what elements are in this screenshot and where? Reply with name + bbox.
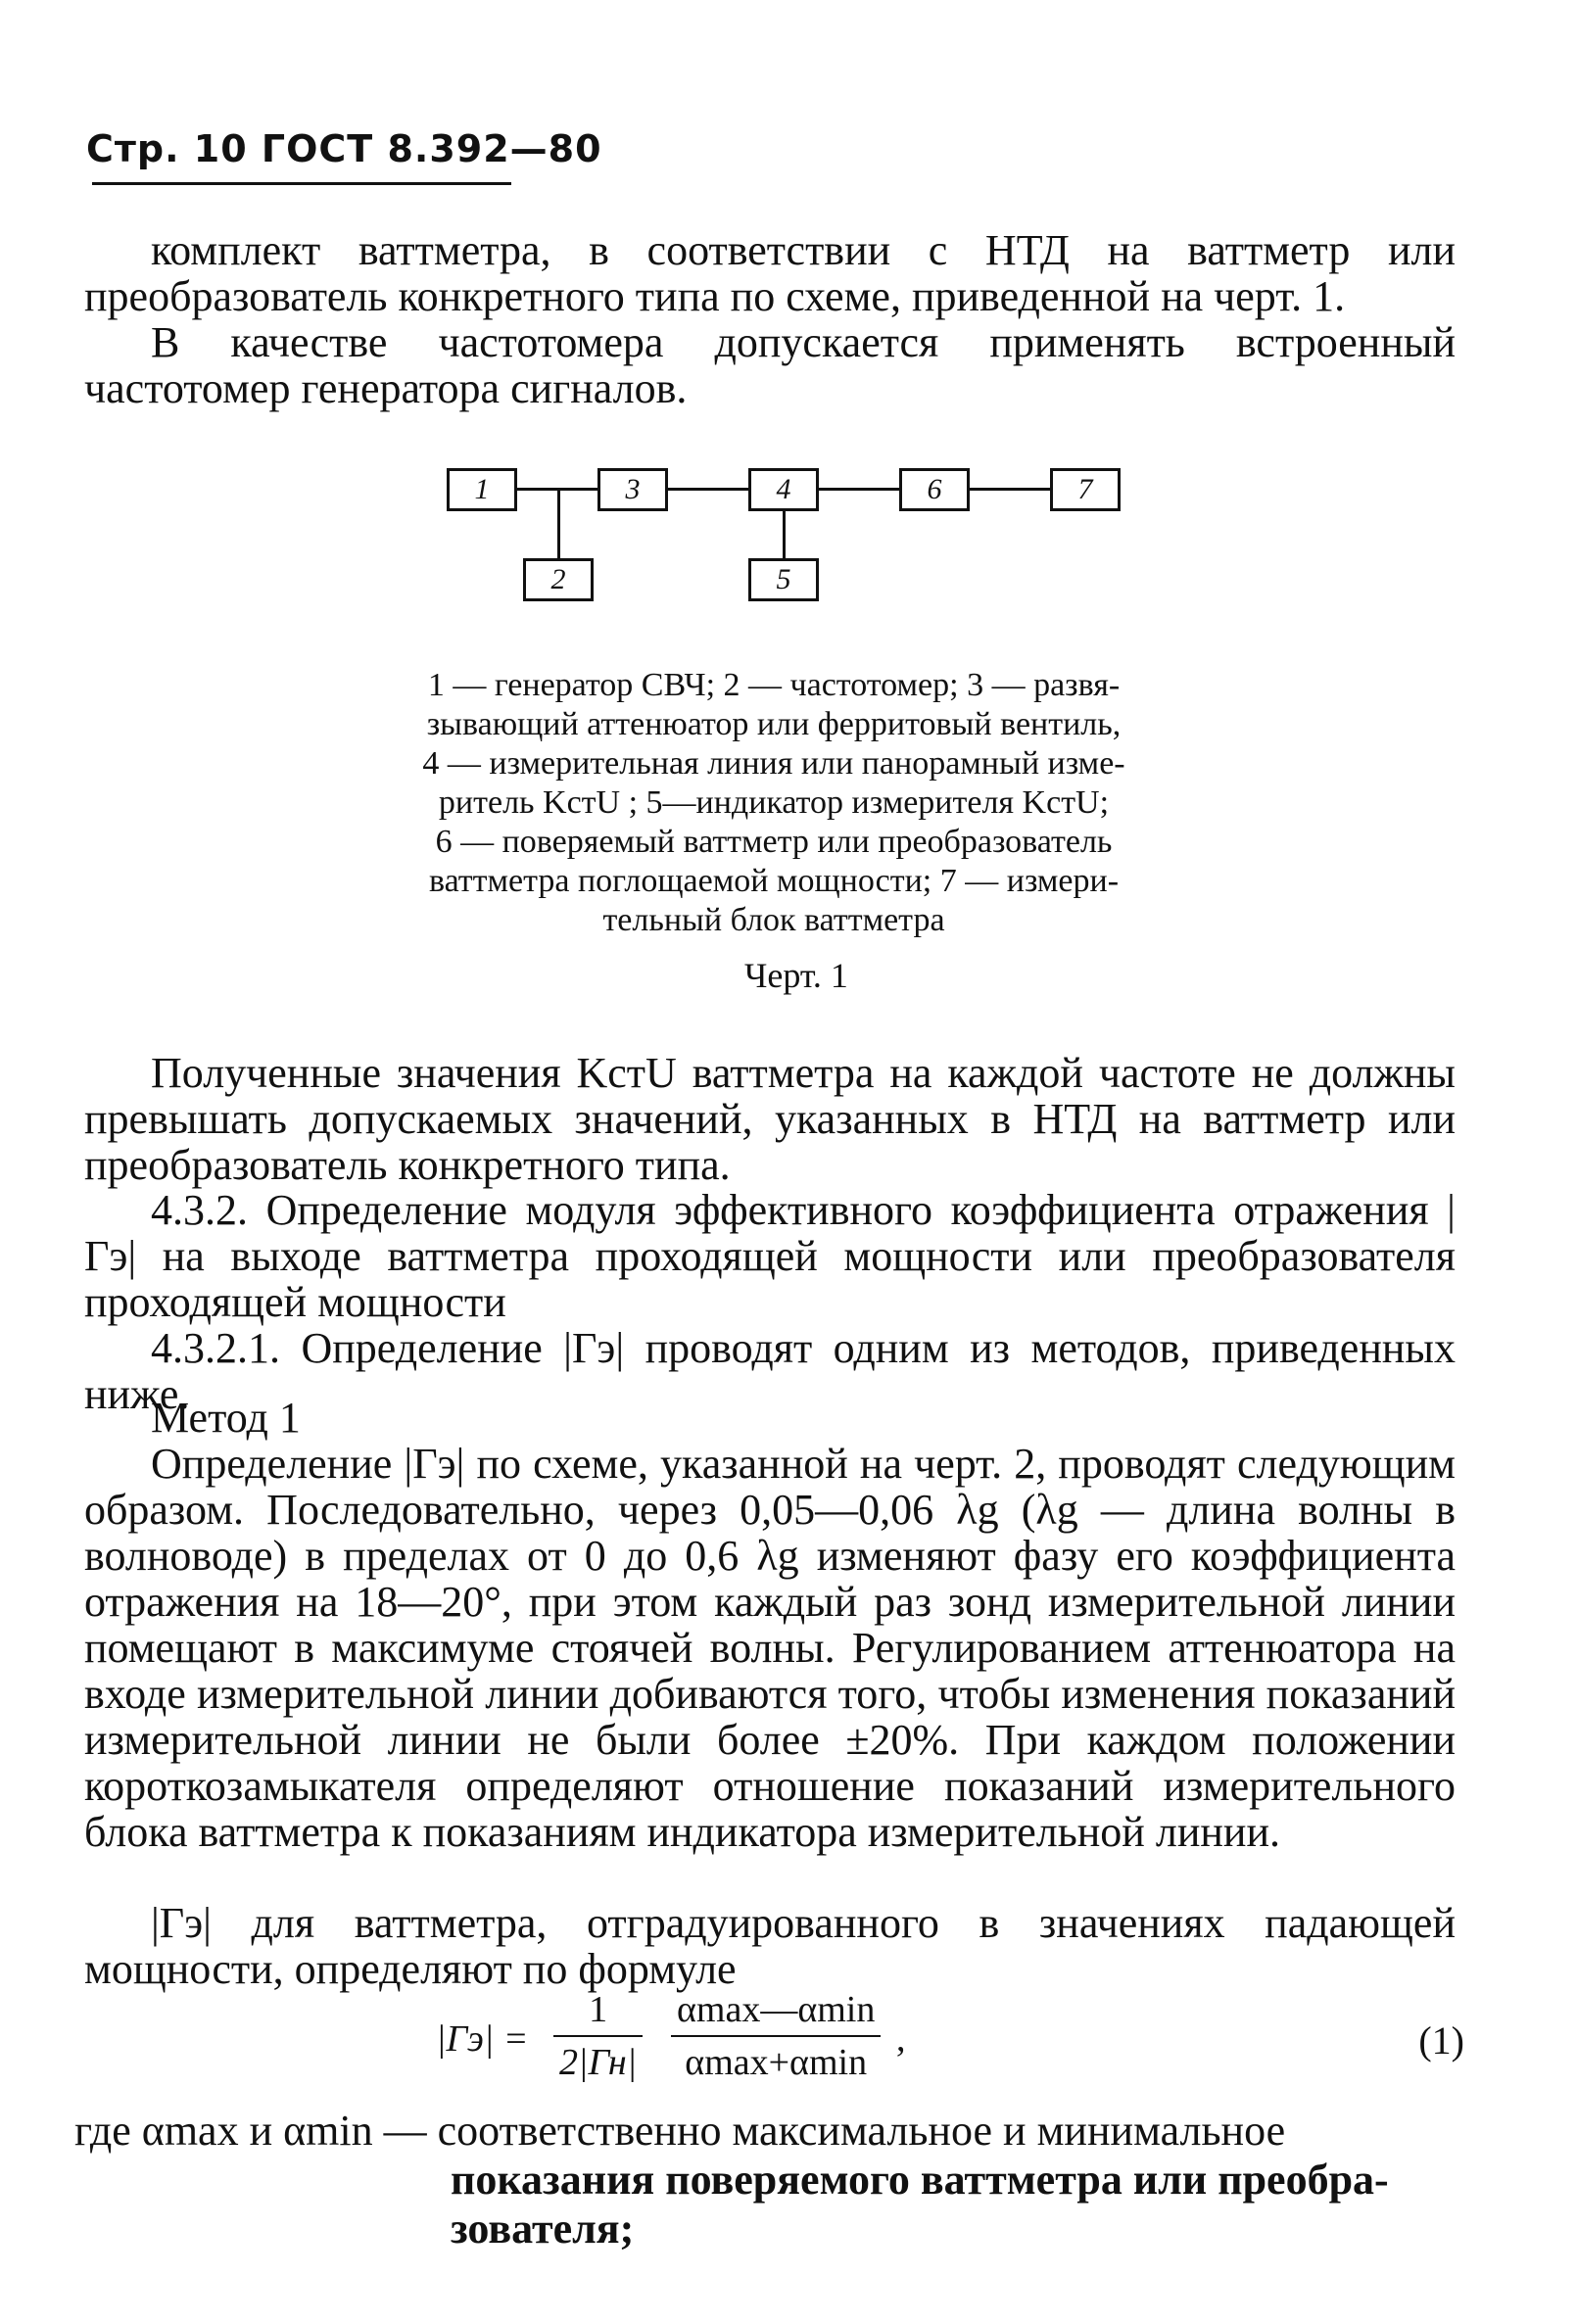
diagram-box-7: 7 <box>1050 468 1121 511</box>
formula-ratio <box>671 1988 881 2084</box>
caption-line: ритель KстU ; 5—индикатор измерителя KстU; <box>438 784 1110 821</box>
where-line-1: где αmax и αmin — соответственно максимальное и минимальное <box>74 2107 1286 2155</box>
caption-line: ваттметра поглощаемой мощности; 7 — измери- <box>428 863 1120 899</box>
formula-lhs: |Гэ| = <box>436 2018 529 2060</box>
ratio-numerator: αmax—αmin <box>671 1988 881 2037</box>
formula-coefficient <box>553 1988 643 2084</box>
formula-comma: , <box>896 2018 906 2060</box>
diagram-box-2: 2 <box>523 558 594 601</box>
paragraph-8: |Гэ| для ваттметра, отградуированного в значениях падающей мощности, определяют по формуле <box>84 1899 1456 1993</box>
caption-line: зывающий аттенюатор или ферритовый вентиль, <box>426 706 1122 742</box>
paragraph-4: 4.3.2. Определение модуля эффективного коэффициента отражения |Гэ| на выходе ваттметра проходящей мощности или преобразователя проходящей мощности <box>84 1186 1456 1326</box>
block-diagram <box>431 451 1136 627</box>
header-rule <box>92 182 511 185</box>
caption-line: 1 — генератор СВЧ; 2 — частотомер; 3 — развя- <box>427 667 1121 703</box>
diagram-box-1: 1 <box>447 468 517 511</box>
connector-6-7 <box>970 488 1050 491</box>
coefficient-denominator: 2|Гн| <box>559 2042 638 2083</box>
page-header: Стр. 10 ГОСТ 8.392—80 <box>86 127 602 170</box>
caption-line: тельный блок ваттметра <box>602 902 945 938</box>
where-line-2: показания поверяемого ваттметра или преобра- <box>451 2156 1389 2204</box>
diagram-box-4: 4 <box>748 468 819 511</box>
connector-3-4 <box>668 488 748 491</box>
diagram-box-5: 5 <box>748 558 819 601</box>
paragraph-2: В качестве частотомера допускается применять встроенный частотомер генератора сигналов. <box>84 318 1456 412</box>
paragraph-1: комплект ваттметра, в соответствии с НТД на ваттметр или преобразователь конкретного типа по схеме, приведенной на черт. 1. <box>84 226 1456 320</box>
ratio-denominator: αmax+αmin <box>685 2042 868 2083</box>
formula-1 <box>436 1988 1464 2096</box>
caption-line: 4 — измерительная линия или панорамный изме- <box>422 745 1125 782</box>
connector-to-2 <box>557 490 560 558</box>
method-heading: Метод 1 <box>151 1394 301 1442</box>
coefficient-numerator: 1 <box>553 1988 643 2037</box>
connector-4-6 <box>819 488 899 491</box>
where-line-3: зователя; <box>451 2205 635 2253</box>
paragraph-3: Полученные значения KстU ваттметра на каждой частоте не должны превышать допускаемых значений, указанных в НТД на ваттметр или преобразователь конкретного типа. <box>84 1049 1456 1189</box>
equation-number: (1) <box>1418 2018 1464 2063</box>
figure-caption <box>333 666 1215 940</box>
paragraph-method-1: Определение |Гэ| по схеме, указанной на черт. 2, проводят следующим образом. Последовательно, через 0,05—0,06 λg (λg — длина волны в волноводе) в пределах от 0 до 0,6 λg изменяют фазу его коэффициента отражения на 18—20°, при этом каждый раз зонд измерительной линии помещают в максимуме стоячей волны. Регулированием аттенюатора на входе измерительной линии добиваются того, чтобы изменения показаний измерительной линии не были более ±20%. При каждом положении короткозамыкателя определяют отношение показаний измерительного блока ваттметра к показаниям индикатора измерительной линии. <box>84 1440 1456 1856</box>
connector-4-5 <box>783 511 786 558</box>
caption-line: 6 — поверяемый ваттметр или преобразователь <box>435 824 1113 860</box>
diagram-box-6: 6 <box>899 468 970 511</box>
figure-label: Черт. 1 <box>744 956 848 995</box>
paragraph-5: 4.3.2.1. Определение |Гэ| проводят одним из методов, приведенных ниже. <box>84 1324 1456 1418</box>
diagram-box-3: 3 <box>597 468 668 511</box>
